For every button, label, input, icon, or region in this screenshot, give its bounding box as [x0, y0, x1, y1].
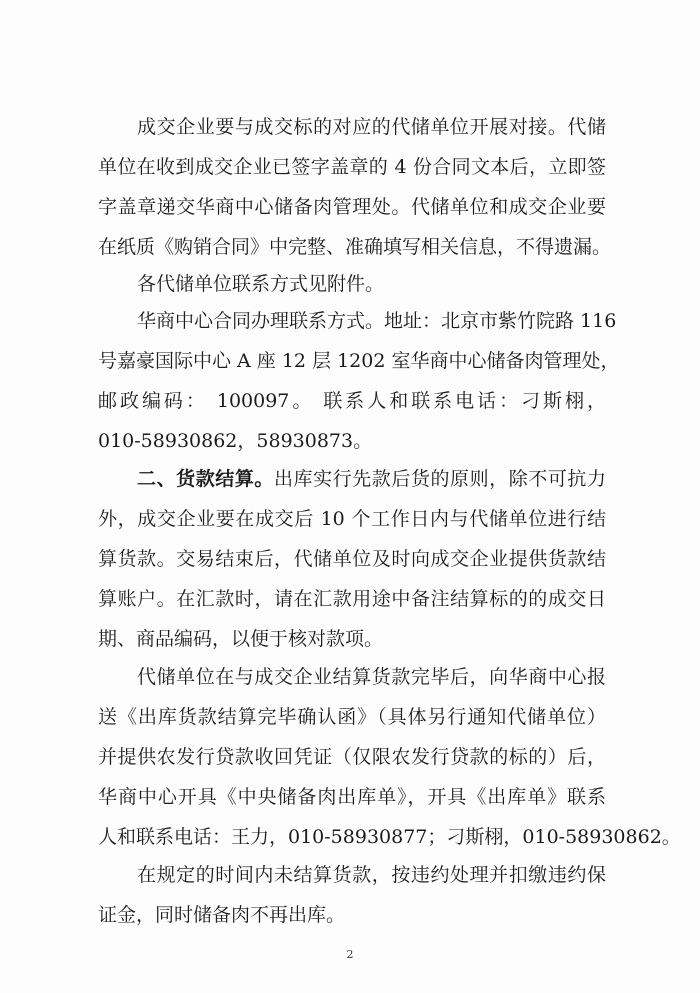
section-heading-line: 二、货款结算。出库实行先款后货的原则，除不可抗力: [137, 468, 606, 490]
body-text-line: 号嘉豪国际中心 A 座 12 层 1202 室华商中心储备肉管理处，: [98, 350, 620, 372]
body-text-line: 在纸质《购销合同》中完整、准确填写相关信息，不得遗漏。: [98, 236, 612, 258]
body-text-line: 代储单位在与成交企业结算货款完毕后，向华商中心报: [137, 666, 606, 688]
body-text-line: 算货款。交易结束后，代储单位及时向成交企业提供货款结: [98, 548, 606, 570]
section-heading: 二、货款结算。: [137, 468, 274, 490]
body-text-line: 010-58930862，58930873。: [98, 430, 373, 452]
body-text-line: 各代储单位联系方式见附件。: [137, 273, 385, 295]
body-text-line: 单位在收到成交企业已签字盖章的 4 份合同文本后，立即签: [98, 156, 606, 178]
body-text-line: [98, 782, 606, 812]
body-text-line: 华商中心合同办理联系方式。地址：北京市紫竹院路 116: [137, 310, 617, 332]
body-text-line: 外，成交企业要在成交后 10 个工作日内与代储单位进行结: [98, 508, 606, 530]
body-text-line: [98, 900, 345, 930]
body-text-line: [137, 860, 606, 890]
body-text: 人和联系电话：王力，010-58930877；刁斯栩，010-58930862。: [98, 826, 681, 848]
body-text: 证金，同时储备肉不再出库。: [98, 904, 346, 926]
body-text-line: 字盖章递交华商中心储备肉管理处。代储单位和成交企业要: [98, 196, 606, 218]
body-text-line: 并提供农发行贷款收回凭证（仅限农发行贷款的标的）后，: [98, 746, 606, 768]
body-text-line: 送《出库货款结算完毕确认函》（具体另行通知代储单位）: [98, 706, 606, 728]
body-text-line: 成交企业要与成交标的对应的代储单位开展对接。代储: [137, 116, 606, 138]
body-text-line: [98, 822, 681, 852]
page-number: 2: [346, 948, 354, 961]
body-text: 在规定的时间内未结算货款，按违约处理并扣缴违约保: [137, 864, 606, 886]
body-text-line: 邮政编码： 100097。 联系人和联系电话：刁斯栩，: [98, 390, 606, 412]
body-text-line: 算账户。在汇款时，请在汇款用途中备注结算标的的成交日: [98, 588, 606, 610]
body-text: 华商中心开具《中央储备肉出库单》，开具《出库单》联系: [98, 786, 606, 808]
body-text-line: 期、商品编码，以便于核对款项。: [98, 628, 384, 650]
